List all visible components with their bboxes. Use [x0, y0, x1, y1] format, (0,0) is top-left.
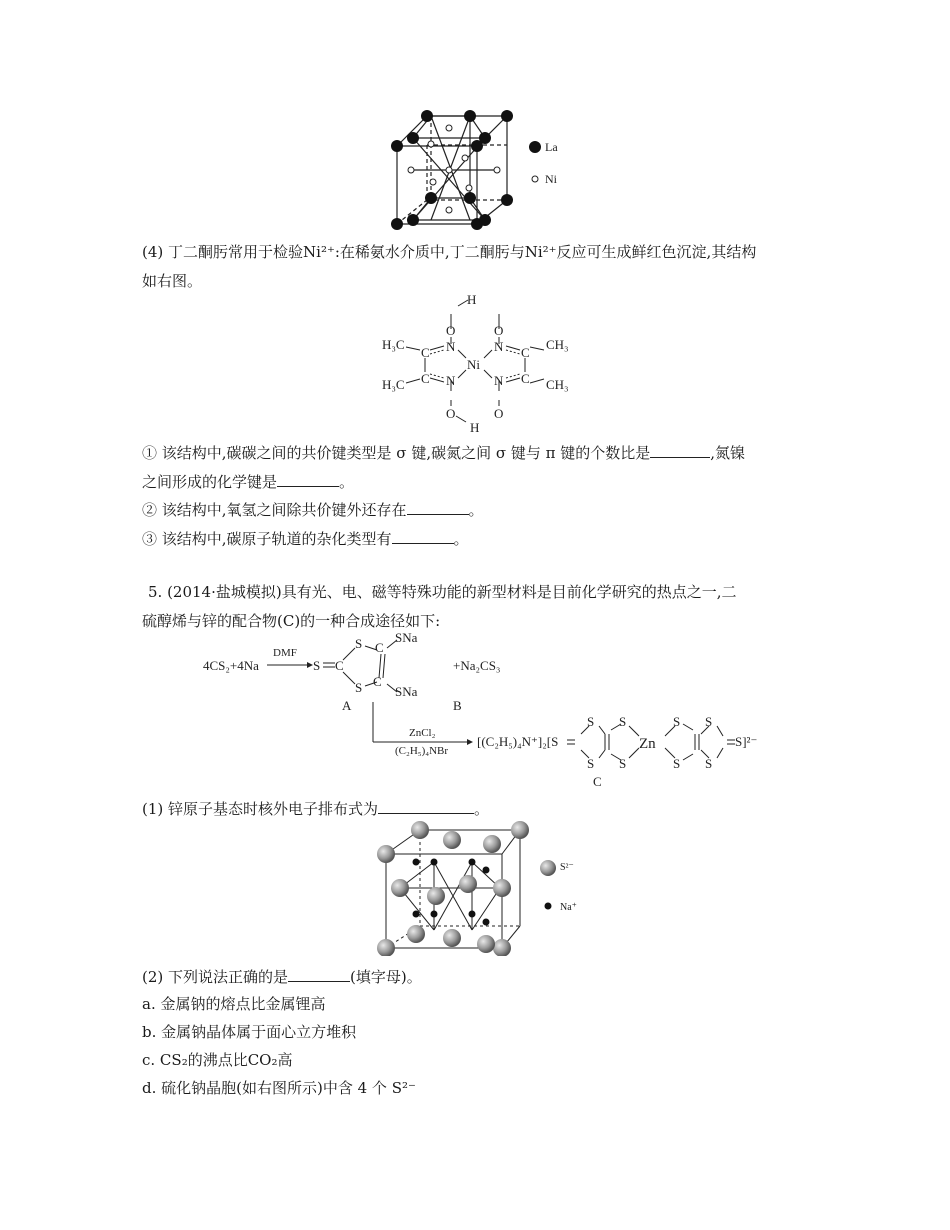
- scheme-label-a: A: [342, 698, 352, 713]
- scheme-c-s5: S: [673, 714, 681, 729]
- answer-blank-correct-option[interactable]: [288, 966, 350, 982]
- atom-c-r1: C: [521, 345, 530, 360]
- q5-line1: 5. (2014·盐城模拟)具有光、电、磁等特殊功能的新型材料是目前化学研究的热点之一,二: [148, 583, 737, 601]
- legend-la: La: [545, 140, 558, 154]
- atom-h-bottom: H: [470, 420, 480, 434]
- atom-c-l1: C: [421, 345, 430, 360]
- atom-o-br: O: [494, 406, 504, 421]
- scheme-a-sna1: SNa: [395, 630, 418, 645]
- group-h3c-top: H₃C: [382, 337, 405, 352]
- atom-o-bl: O: [446, 406, 456, 421]
- answer-blank-hybridization[interactable]: [392, 528, 454, 544]
- atom-ni: Ni: [467, 357, 480, 372]
- q4-line1: (4) 丁二酮肟常用于检验Ni²⁺:在稀氨水介质中,丁二酮肟与Ni²⁺反应可生成鲜红色沉淀,其结构: [142, 243, 757, 261]
- scheme-a-s2: S: [355, 680, 363, 695]
- scheme-c-s2: S: [587, 756, 595, 771]
- q4-sub2: ② 该结构中,氧氢之间除共价键外还存在 。: [142, 501, 484, 519]
- la-ni-crystal-figure: [385, 108, 575, 236]
- scheme-zncl2: ZnCl₂: [409, 727, 436, 739]
- q4-sub3: ③ 该结构中,碳原子轨道的杂化类型有 。: [142, 530, 469, 548]
- atom-n-bl: N: [446, 373, 456, 388]
- answer-blank-o-h-interaction[interactable]: [407, 499, 469, 515]
- na2s-crystal-figure: [370, 818, 590, 956]
- atom-n-tl: N: [446, 339, 456, 354]
- scheme-et4nbr: (C₂H₅)₄NBr: [395, 745, 449, 757]
- option-c: c. CS₂的沸点比CO₂高: [142, 1051, 293, 1069]
- scheme-c-s7: S: [705, 714, 713, 729]
- scheme-c-s8: S: [705, 756, 713, 771]
- scheme-a-c: C: [335, 658, 344, 673]
- legend-ni: Ni: [545, 172, 557, 186]
- scheme-plus-b: +Na₂CS₃: [453, 658, 501, 673]
- scheme-zn: Zn: [639, 736, 656, 752]
- atom-h-top: H: [467, 294, 477, 307]
- scheme-a-c3: C: [373, 674, 382, 689]
- atom-c-r2: C: [521, 371, 530, 386]
- atom-c-l2: C: [421, 371, 430, 386]
- answer-blank-zn-config[interactable]: [378, 798, 474, 814]
- atom-n-tr: N: [494, 339, 504, 354]
- scheme-label-c: C: [593, 774, 602, 789]
- option-b: b. 金属钠晶体属于面心立方堆积: [142, 1023, 357, 1041]
- group-h3c-bottom: H₃C: [382, 377, 405, 392]
- legend-na: Na⁺: [560, 902, 577, 913]
- scheme-c-s4: S: [619, 756, 627, 771]
- q4-sub1-line2: 之间形成的化学键是 。: [142, 473, 355, 491]
- atom-o-tl: O: [446, 323, 456, 338]
- q4-sub1-line1: ① 该结构中,碳碳之间的共价键类型是 σ 键,碳氮之间 σ 键与 π 键的个数比是 ,氮镍: [142, 444, 746, 462]
- scheme-tail: S]²⁻: [735, 734, 758, 749]
- answer-blank-sigma-pi-ratio[interactable]: [650, 442, 710, 458]
- scheme-a-s1: S: [355, 636, 363, 651]
- q4-line2: 如右图。: [142, 272, 203, 290]
- q5-line2: 硫醇烯与锌的配合物(C)的一种合成途径如下:: [142, 612, 441, 630]
- scheme-c-s1: S: [587, 714, 595, 729]
- scheme-a-thione-s: S: [313, 658, 321, 673]
- answer-blank-n-ni-bond[interactable]: [277, 471, 339, 487]
- scheme-c-s6: S: [673, 756, 681, 771]
- scheme-label-b: B: [453, 698, 462, 713]
- synthesis-scheme: [195, 630, 765, 790]
- q5-sub2: (2) 下列说法正确的是 (填字母)。: [142, 968, 422, 986]
- scheme-cation: [(C₂H₅)₄N⁺]₂[S: [477, 734, 559, 749]
- nickel-dimethylglyoxime-structure: [378, 294, 578, 434]
- q5-sub1: (1) 锌原子基态时核外电子排布式为 。: [142, 800, 490, 818]
- atom-n-br: N: [494, 373, 504, 388]
- group-ch3-top: CH₃: [546, 337, 569, 352]
- option-a: a. 金属钠的熔点比金属锂高: [142, 995, 326, 1013]
- scheme-a-sna2: SNa: [395, 684, 418, 699]
- legend-s2: S²⁻: [560, 862, 574, 873]
- atom-o-tr: O: [494, 323, 504, 338]
- scheme-a-c2: C: [375, 640, 384, 655]
- option-d: d. 硫化钠晶胞(如右图所示)中含 4 个 S²⁻: [142, 1079, 416, 1097]
- group-ch3-bottom: CH₃: [546, 377, 569, 392]
- scheme-reactants: 4CS₂+4Na: [203, 658, 259, 673]
- scheme-c-s3: S: [619, 714, 627, 729]
- scheme-dmf: DMF: [273, 647, 297, 659]
